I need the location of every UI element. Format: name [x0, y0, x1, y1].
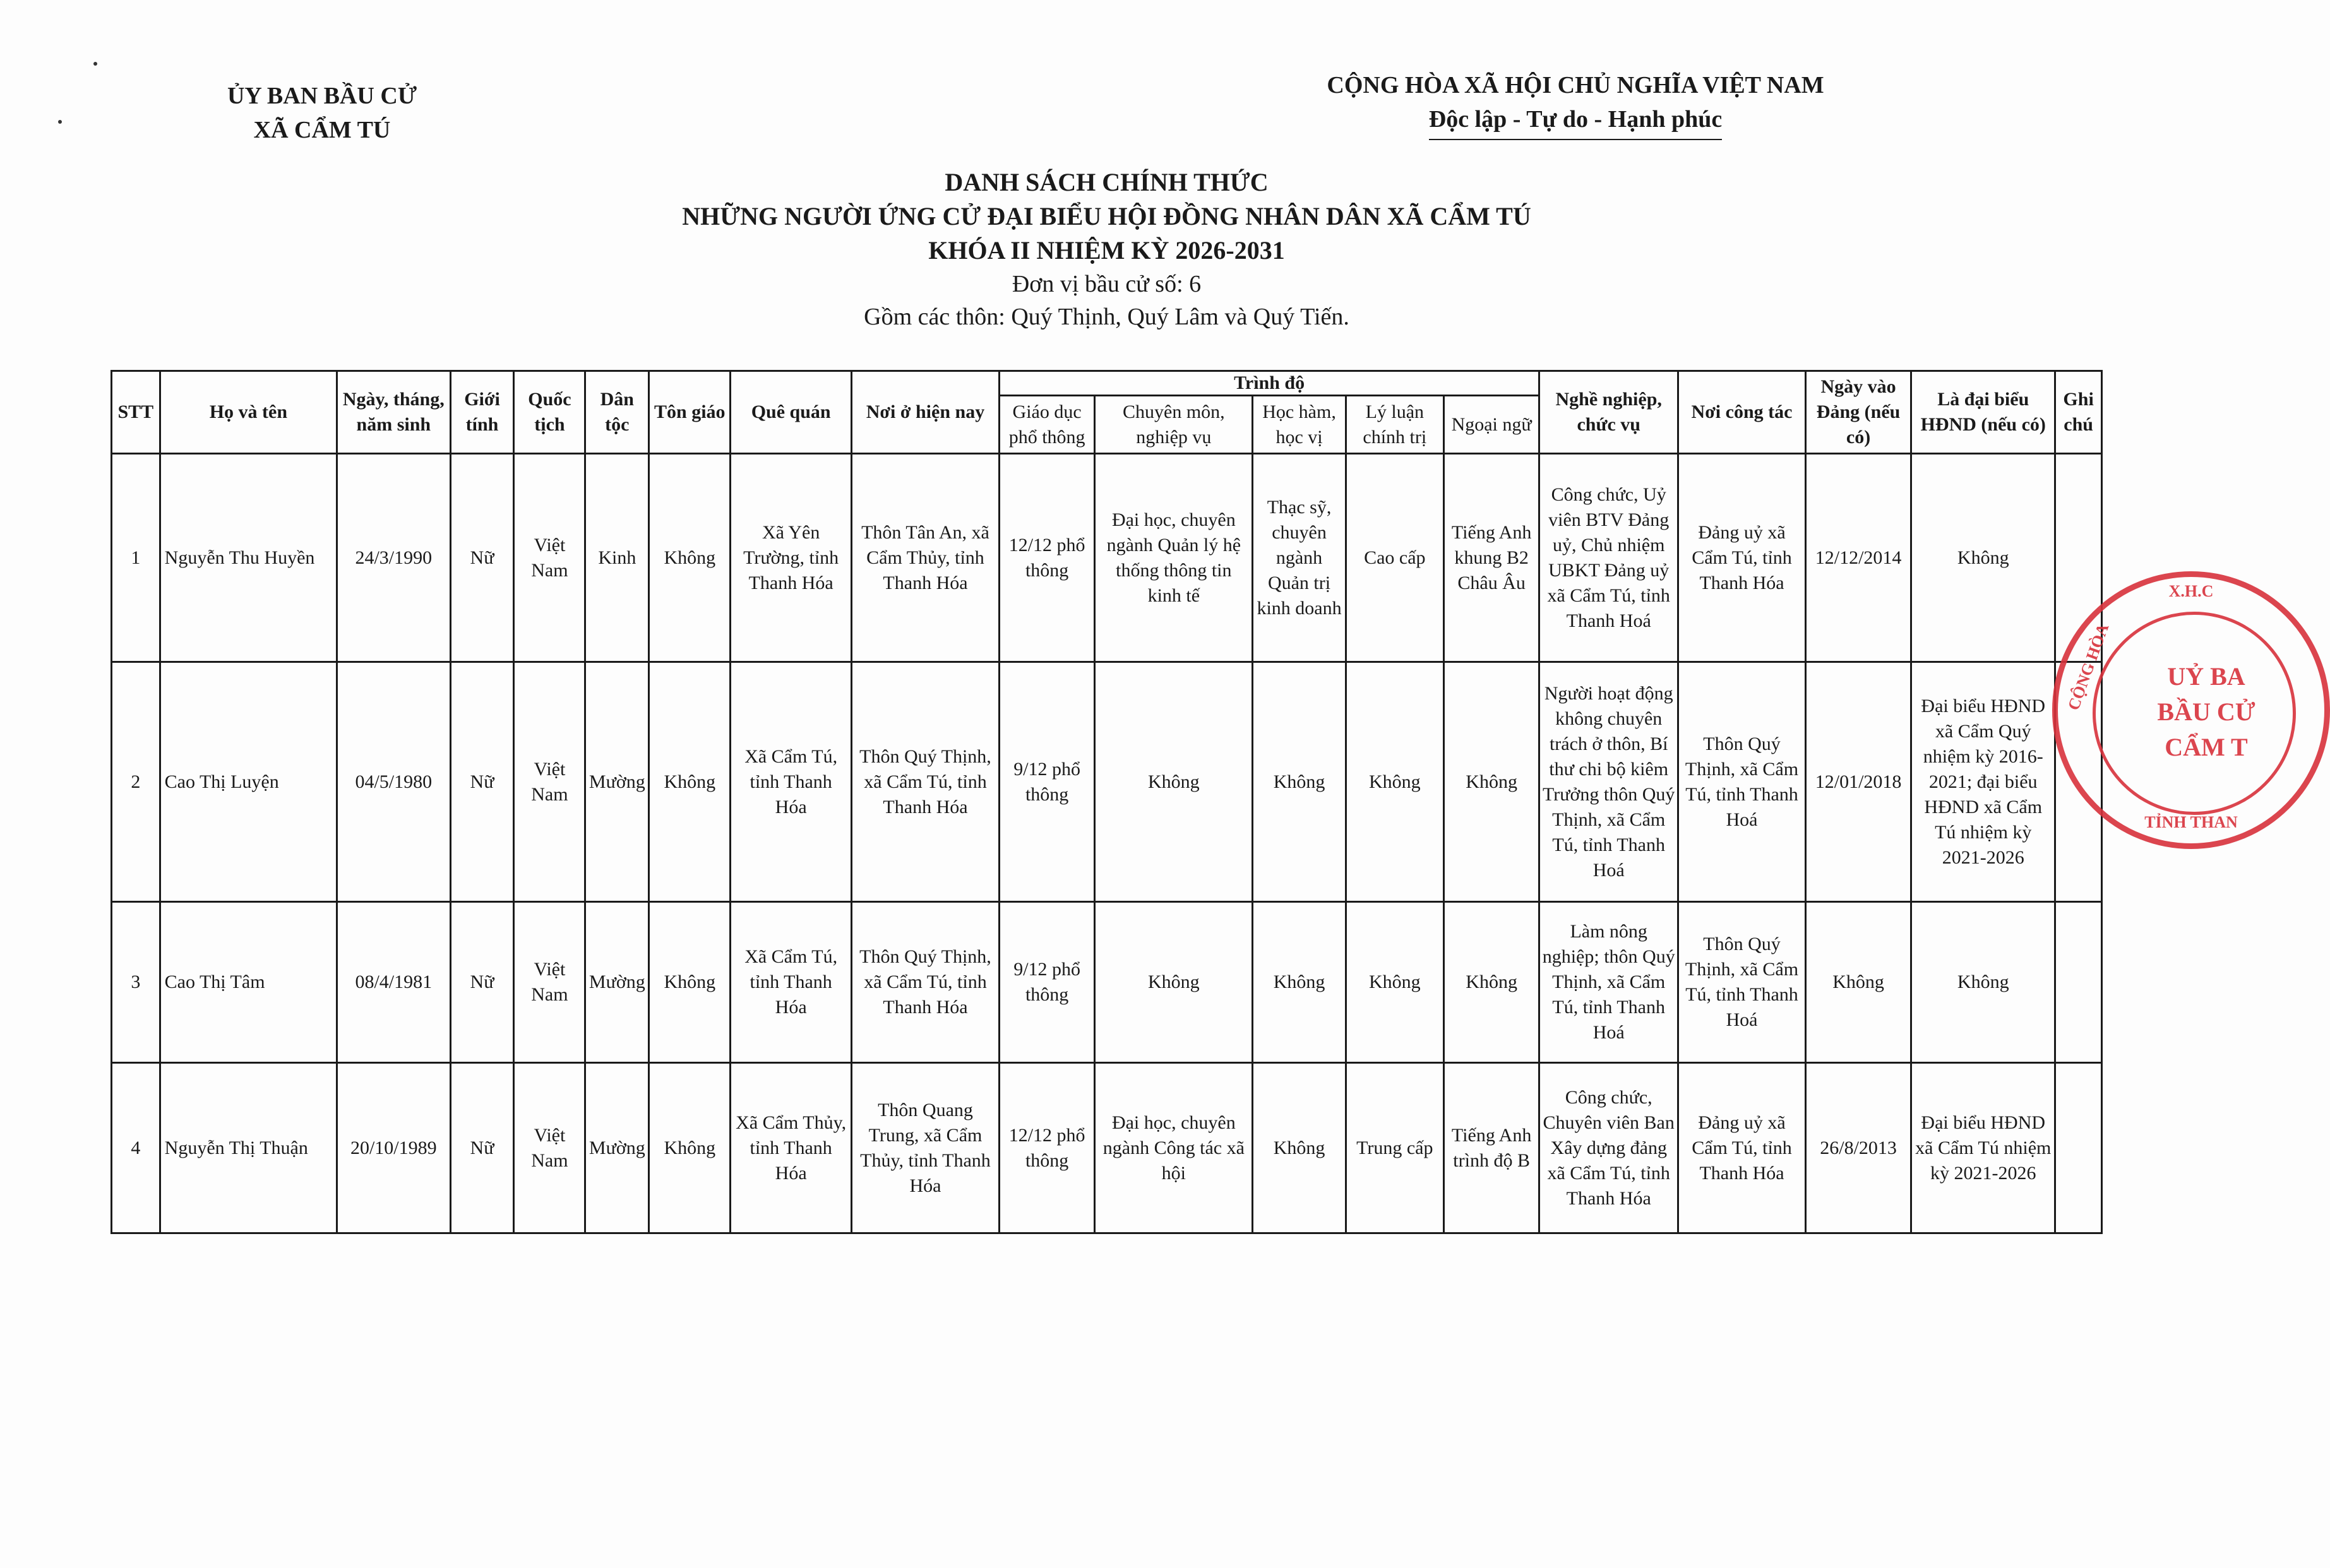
cell-general-edu: 9/12 phổ thông — [999, 662, 1094, 902]
table-row — [112, 662, 2102, 902]
cell-name: Cao Thị Luyện — [160, 662, 337, 902]
col-delegate: Là đại biểu HĐND (nếu có) — [1911, 371, 2055, 454]
col-nationality: Quốc tịch — [514, 371, 585, 454]
cell-delegate: Đại biểu HĐND xã Cẩm Quý nhiệm kỳ 2016-2021; đại biểu HĐND xã Cẩm Tú nhiệm kỳ 2021-2026 — [1911, 662, 2055, 902]
authority-line-2: XÃ CẨM TÚ — [253, 117, 391, 143]
cell-nationality: Việt Nam — [514, 902, 585, 1063]
cell-specialty: Đại học, chuyên ngành Quản lý hệ thống thông tin kinh tế — [1095, 454, 1253, 662]
cell-politics: Không — [1346, 662, 1443, 902]
col-occupation: Nghề nghiệp, chức vụ — [1539, 371, 1678, 454]
villages-list: Gồm các thôn: Quý Thịnh, Quý Lâm và Quý Tiến. — [864, 304, 1349, 330]
seal-center-line: UỶ BA — [2167, 662, 2245, 691]
cell-religion: Không — [649, 1063, 731, 1233]
col-ethnicity: Dân tộc — [585, 371, 649, 454]
cell-general-edu: 9/12 phổ thông — [999, 902, 1094, 1063]
cell-name: Nguyễn Thu Huyền — [160, 454, 337, 662]
cell-workplace: Thôn Quý Thịnh, xã Cẩm Tú, tỉnh Thanh Hoá — [1678, 902, 1806, 1063]
cell-occupation: Công chức, Chuyên viên Ban Xây dựng đảng xã Cẩm Tú, tỉnh Thanh Hóa — [1539, 1063, 1678, 1233]
col-general-edu: Giáo dục phổ thông — [999, 396, 1094, 454]
cell-dob: 20/10/1989 — [337, 1063, 451, 1233]
cell-language: Không — [1443, 662, 1539, 902]
cell-party-date: Không — [1805, 902, 1911, 1063]
table-row — [112, 1063, 2102, 1233]
scan-speck — [58, 120, 62, 124]
cell-occupation: Công chức, Uỷ viên BTV Đảng uỷ, Chủ nhiệm UBKT Đảng uỷ xã Cẩm Tú, tỉnh Thanh Hoá — [1539, 454, 1678, 662]
cell-workplace: Thôn Quý Thịnh, xã Cẩm Tú, tỉnh Thanh Hoá — [1678, 662, 1806, 902]
cell-gender: Nữ — [450, 662, 514, 902]
col-gender: Giới tính — [450, 371, 514, 454]
cell-hometown: Xã Cẩm Thủy, tỉnh Thanh Hóa — [731, 1063, 852, 1233]
seal-side-text: CỘNG HÒA — [2064, 621, 2113, 713]
title-line-2: NHỮNG NGƯỜI ỨNG CỬ ĐẠI BIỂU HỘI ĐỒNG NHÂN DÂN XÃ CẨM TÚ — [682, 202, 1531, 230]
cell-religion: Không — [649, 662, 731, 902]
cell-occupation: Người hoạt động không chuyên trách ở thôn, Bí thư chi bộ kiêm Trưởng thôn Quý Thịnh, xã Cẩm Tú, tỉnh Thanh Hoá — [1539, 662, 1678, 902]
cell-general-edu: 12/12 phổ thông — [999, 454, 1094, 662]
cell-residence: Thôn Quý Thịnh, xã Cẩm Tú, tỉnh Thanh Hóa — [851, 662, 999, 902]
authority-line-1: ỦY BAN BẦU CỬ — [227, 83, 417, 109]
cell-politics: Trung cấp — [1346, 1063, 1443, 1233]
cell-language: Không — [1443, 902, 1539, 1063]
cell-hometown: Xã Yên Trường, tỉnh Thanh Hóa — [731, 454, 852, 662]
cell-hometown: Xã Cẩm Tú, tỉnh Thanh Hóa — [731, 662, 852, 902]
col-party-date: Ngày vào Đảng (nếu có) — [1805, 371, 1911, 454]
title-line-3: KHÓA II NHIỆM KỲ 2026-2031 — [928, 236, 1285, 264]
cell-degree: Không — [1253, 1063, 1346, 1233]
cell-specialty: Đại học, chuyên ngành Công tác xã hội — [1095, 1063, 1253, 1233]
col-specialty: Chuyên môn, nghiệp vụ — [1095, 396, 1253, 454]
col-dob: Ngày, tháng, năm sinh — [337, 371, 451, 454]
document-title — [0, 165, 2213, 333]
seal-top-text: X.H.C — [2168, 582, 2214, 600]
cell-stt: 3 — [112, 902, 160, 1063]
cell-note — [2055, 1063, 2102, 1233]
col-stt: STT — [112, 371, 160, 454]
cell-residence: Thôn Quang Trung, xã Cẩm Thủy, tỉnh Thanh Hóa — [851, 1063, 999, 1233]
cell-dob: 08/4/1981 — [337, 902, 451, 1063]
seal-center-line: CẨM T — [2165, 733, 2248, 761]
col-level: Trình độ — [999, 371, 1539, 396]
cell-gender: Nữ — [450, 902, 514, 1063]
cell-degree: Thạc sỹ, chuyên ngành Quản trị kinh doanh — [1253, 454, 1346, 662]
official-seal — [2052, 571, 2330, 849]
header-row — [112, 371, 2102, 396]
issuing-authority — [189, 79, 455, 147]
col-note: Ghi chú — [2055, 371, 2102, 454]
cell-religion: Không — [649, 902, 731, 1063]
cell-stt: 4 — [112, 1063, 160, 1233]
cell-delegate: Không — [1911, 454, 2055, 662]
cell-delegate: Đại biểu HĐND xã Cẩm Tú nhiệm kỳ 2021-2026 — [1911, 1063, 2055, 1233]
cell-language: Tiếng Anh trình độ B — [1443, 1063, 1539, 1233]
cell-nationality: Việt Nam — [514, 1063, 585, 1233]
cell-hometown: Xã Cẩm Tú, tỉnh Thanh Hóa — [731, 902, 852, 1063]
scan-speck — [93, 62, 97, 66]
col-residence: Nơi ở hiện nay — [851, 371, 999, 454]
nation-name: CỘNG HÒA XÃ HỘI CHỦ NGHĨA VIỆT NAM — [1327, 72, 1824, 98]
cell-religion: Không — [649, 454, 731, 662]
cell-gender: Nữ — [450, 1063, 514, 1233]
cell-ethnicity: Mường — [585, 662, 649, 902]
title-line-1: DANH SÁCH CHÍNH THỨC — [945, 168, 1269, 196]
cell-occupation: Làm nông nghiệp; thôn Quý Thịnh, xã Cẩm Tú, tỉnh Thanh Hoá — [1539, 902, 1678, 1063]
election-unit: Đơn vị bầu cử số: 6 — [1012, 271, 1202, 297]
cell-specialty: Không — [1095, 902, 1253, 1063]
col-religion: Tôn giáo — [649, 371, 731, 454]
seal-center-line: BẦU CỬ — [2157, 698, 2255, 726]
cell-workplace: Đảng uỷ xã Cẩm Tú, tỉnh Thanh Hóa — [1678, 454, 1806, 662]
cell-nationality: Việt Nam — [514, 454, 585, 662]
cell-party-date: 26/8/2013 — [1805, 1063, 1911, 1233]
col-workplace: Nơi công tác — [1678, 371, 1806, 454]
cell-note — [2055, 902, 2102, 1063]
cell-nationality: Việt Nam — [514, 662, 585, 902]
cell-name: Cao Thị Tâm — [160, 902, 337, 1063]
seal-center-text — [2112, 659, 2301, 765]
cell-ethnicity: Kinh — [585, 454, 649, 662]
cell-delegate: Không — [1911, 902, 2055, 1063]
cell-residence: Thôn Tân An, xã Cẩm Thủy, tỉnh Thanh Hóa — [851, 454, 999, 662]
cell-dob: 04/5/1980 — [337, 662, 451, 902]
cell-gender: Nữ — [450, 454, 514, 662]
table-row — [112, 454, 2102, 662]
cell-politics: Cao cấp — [1346, 454, 1443, 662]
cell-stt: 2 — [112, 662, 160, 902]
cell-language: Tiếng Anh khung B2 Châu Âu — [1443, 454, 1539, 662]
cell-ethnicity: Mường — [585, 1063, 649, 1233]
col-politics: Lý luận chính trị — [1346, 396, 1443, 454]
cell-degree: Không — [1253, 902, 1346, 1063]
table-row — [112, 902, 2102, 1063]
col-hometown: Quê quán — [731, 371, 852, 454]
cell-dob: 24/3/1990 — [337, 454, 451, 662]
cell-ethnicity: Mường — [585, 902, 649, 1063]
cell-party-date: 12/01/2018 — [1805, 662, 1911, 902]
national-header — [1310, 68, 1841, 140]
cell-degree: Không — [1253, 662, 1346, 902]
col-name: Họ và tên — [160, 371, 337, 454]
cell-general-edu: 12/12 phổ thông — [999, 1063, 1094, 1233]
cell-party-date: 12/12/2014 — [1805, 454, 1911, 662]
national-motto: Độc lập - Tự do - Hạnh phúc — [1429, 102, 1723, 140]
cell-specialty: Không — [1095, 662, 1253, 902]
cell-stt: 1 — [112, 454, 160, 662]
seal-bottom-text: TỈNH THAN — [2144, 813, 2238, 831]
col-degree: Học hàm, học vị — [1253, 396, 1346, 454]
candidate-table — [111, 370, 2103, 1234]
col-language: Ngoại ngữ — [1443, 396, 1539, 454]
cell-residence: Thôn Quý Thịnh, xã Cẩm Tú, tỉnh Thanh Hóa — [851, 902, 999, 1063]
cell-name: Nguyễn Thị Thuận — [160, 1063, 337, 1233]
cell-workplace: Đảng uỷ xã Cẩm Tú, tỉnh Thanh Hóa — [1678, 1063, 1806, 1233]
cell-politics: Không — [1346, 902, 1443, 1063]
